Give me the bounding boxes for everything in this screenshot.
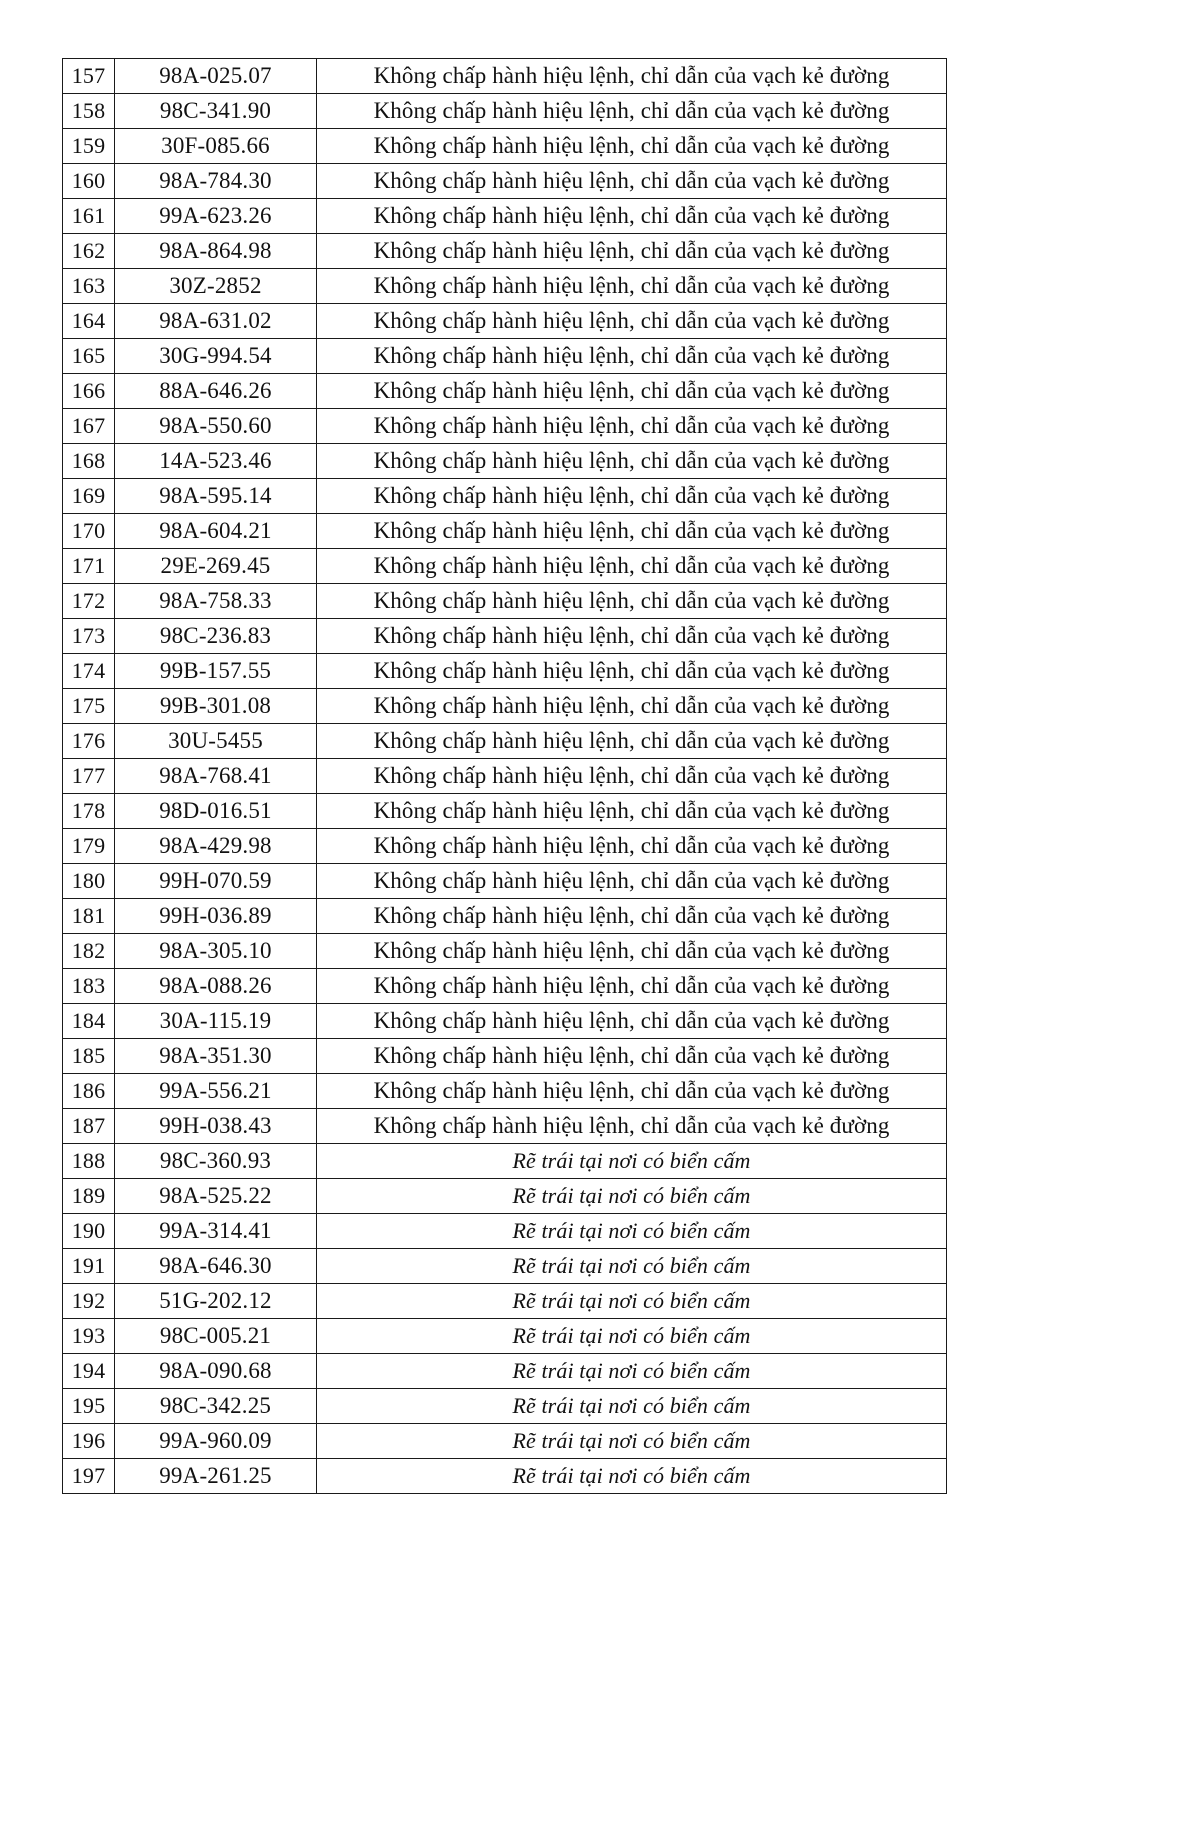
violation-description-cell: Không chấp hành hiệu lệnh, chỉ dẫn của vạch kẻ đường xyxy=(317,759,947,794)
table-row xyxy=(63,689,947,724)
table-row xyxy=(63,864,947,899)
violation-description-cell: Không chấp hành hiệu lệnh, chỉ dẫn của vạch kẻ đường xyxy=(317,654,947,689)
row-number-cell: 185 xyxy=(63,1039,115,1074)
table-row xyxy=(63,934,947,969)
row-number-cell: 195 xyxy=(63,1389,115,1424)
license-plate-cell: 98C-005.21 xyxy=(115,1319,317,1354)
row-number-cell: 173 xyxy=(63,619,115,654)
row-number-cell: 176 xyxy=(63,724,115,759)
violation-description-cell: Rẽ trái tại nơi có biển cấm xyxy=(317,1424,947,1459)
table-row xyxy=(63,199,947,234)
license-plate-cell: 88A-646.26 xyxy=(115,374,317,409)
table-row xyxy=(63,409,947,444)
row-number-cell: 161 xyxy=(63,199,115,234)
violation-description-cell: Không chấp hành hiệu lệnh, chỉ dẫn của vạch kẻ đường xyxy=(317,1074,947,1109)
violation-description-cell: Không chấp hành hiệu lệnh, chỉ dẫn của vạch kẻ đường xyxy=(317,549,947,584)
violation-description-cell: Không chấp hành hiệu lệnh, chỉ dẫn của vạch kẻ đường xyxy=(317,829,947,864)
table-row xyxy=(63,1144,947,1179)
violations-table-container xyxy=(62,58,946,1494)
row-number-cell: 180 xyxy=(63,864,115,899)
violation-description-cell: Rẽ trái tại nơi có biển cấm xyxy=(317,1459,947,1494)
table-row xyxy=(63,759,947,794)
table-row xyxy=(63,1074,947,1109)
violation-description-cell: Rẽ trái tại nơi có biển cấm xyxy=(317,1354,947,1389)
row-number-cell: 164 xyxy=(63,304,115,339)
table-row xyxy=(63,1039,947,1074)
row-number-cell: 179 xyxy=(63,829,115,864)
license-plate-cell: 98C-236.83 xyxy=(115,619,317,654)
row-number-cell: 166 xyxy=(63,374,115,409)
violation-description-cell: Rẽ trái tại nơi có biển cấm xyxy=(317,1284,947,1319)
table-row xyxy=(63,1319,947,1354)
license-plate-cell: 30U-5455 xyxy=(115,724,317,759)
violation-description-cell: Không chấp hành hiệu lệnh, chỉ dẫn của vạch kẻ đường xyxy=(317,794,947,829)
violation-description-cell: Không chấp hành hiệu lệnh, chỉ dẫn của vạch kẻ đường xyxy=(317,969,947,1004)
license-plate-cell: 98C-341.90 xyxy=(115,94,317,129)
violations-table-body xyxy=(63,59,947,1494)
table-row xyxy=(63,1284,947,1319)
table-row xyxy=(63,304,947,339)
row-number-cell: 175 xyxy=(63,689,115,724)
row-number-cell: 189 xyxy=(63,1179,115,1214)
license-plate-cell: 99H-070.59 xyxy=(115,864,317,899)
row-number-cell: 196 xyxy=(63,1424,115,1459)
violation-description-cell: Không chấp hành hiệu lệnh, chỉ dẫn của vạch kẻ đường xyxy=(317,129,947,164)
row-number-cell: 165 xyxy=(63,339,115,374)
violation-description-cell: Không chấp hành hiệu lệnh, chỉ dẫn của vạch kẻ đường xyxy=(317,1039,947,1074)
license-plate-cell: 99H-036.89 xyxy=(115,899,317,934)
license-plate-cell: 98A-550.60 xyxy=(115,409,317,444)
row-number-cell: 193 xyxy=(63,1319,115,1354)
violation-description-cell: Không chấp hành hiệu lệnh, chỉ dẫn của vạch kẻ đường xyxy=(317,1109,947,1144)
table-row xyxy=(63,969,947,1004)
row-number-cell: 157 xyxy=(63,59,115,94)
violation-description-cell: Rẽ trái tại nơi có biển cấm xyxy=(317,1319,947,1354)
row-number-cell: 191 xyxy=(63,1249,115,1284)
license-plate-cell: 30Z-2852 xyxy=(115,269,317,304)
table-row xyxy=(63,584,947,619)
license-plate-cell: 98A-864.98 xyxy=(115,234,317,269)
license-plate-cell: 30G-994.54 xyxy=(115,339,317,374)
violation-description-cell: Không chấp hành hiệu lệnh, chỉ dẫn của vạch kẻ đường xyxy=(317,59,947,94)
table-row xyxy=(63,514,947,549)
violation-description-cell: Không chấp hành hiệu lệnh, chỉ dẫn của vạch kẻ đường xyxy=(317,934,947,969)
row-number-cell: 192 xyxy=(63,1284,115,1319)
row-number-cell: 177 xyxy=(63,759,115,794)
row-number-cell: 190 xyxy=(63,1214,115,1249)
license-plate-cell: 99B-301.08 xyxy=(115,689,317,724)
row-number-cell: 178 xyxy=(63,794,115,829)
license-plate-cell: 98A-631.02 xyxy=(115,304,317,339)
table-row xyxy=(63,1004,947,1039)
license-plate-cell: 30F-085.66 xyxy=(115,129,317,164)
table-row xyxy=(63,339,947,374)
row-number-cell: 159 xyxy=(63,129,115,164)
row-number-cell: 184 xyxy=(63,1004,115,1039)
violation-description-cell: Không chấp hành hiệu lệnh, chỉ dẫn của vạch kẻ đường xyxy=(317,479,947,514)
license-plate-cell: 98A-025.07 xyxy=(115,59,317,94)
violation-description-cell: Không chấp hành hiệu lệnh, chỉ dẫn của vạch kẻ đường xyxy=(317,689,947,724)
violation-description-cell: Không chấp hành hiệu lệnh, chỉ dẫn của vạch kẻ đường xyxy=(317,269,947,304)
license-plate-cell: 98C-360.93 xyxy=(115,1144,317,1179)
table-row xyxy=(63,794,947,829)
license-plate-cell: 98A-429.98 xyxy=(115,829,317,864)
violations-table xyxy=(62,58,947,1494)
license-plate-cell: 98C-342.25 xyxy=(115,1389,317,1424)
license-plate-cell: 99A-960.09 xyxy=(115,1424,317,1459)
row-number-cell: 171 xyxy=(63,549,115,584)
violation-description-cell: Không chấp hành hiệu lệnh, chỉ dẫn của vạch kẻ đường xyxy=(317,339,947,374)
row-number-cell: 168 xyxy=(63,444,115,479)
license-plate-cell: 98A-351.30 xyxy=(115,1039,317,1074)
table-row xyxy=(63,59,947,94)
violation-description-cell: Không chấp hành hiệu lệnh, chỉ dẫn của vạch kẻ đường xyxy=(317,304,947,339)
row-number-cell: 162 xyxy=(63,234,115,269)
row-number-cell: 163 xyxy=(63,269,115,304)
license-plate-cell: 98D-016.51 xyxy=(115,794,317,829)
row-number-cell: 170 xyxy=(63,514,115,549)
violation-description-cell: Rẽ trái tại nơi có biển cấm xyxy=(317,1179,947,1214)
table-row xyxy=(63,549,947,584)
table-row xyxy=(63,269,947,304)
violation-description-cell: Không chấp hành hiệu lệnh, chỉ dẫn của vạch kẻ đường xyxy=(317,164,947,199)
violation-description-cell: Rẽ trái tại nơi có biển cấm xyxy=(317,1249,947,1284)
table-row xyxy=(63,164,947,199)
row-number-cell: 186 xyxy=(63,1074,115,1109)
violation-description-cell: Rẽ trái tại nơi có biển cấm xyxy=(317,1214,947,1249)
table-row xyxy=(63,374,947,409)
license-plate-cell: 99H-038.43 xyxy=(115,1109,317,1144)
table-row xyxy=(63,1179,947,1214)
violation-description-cell: Không chấp hành hiệu lệnh, chỉ dẫn của vạch kẻ đường xyxy=(317,374,947,409)
table-row xyxy=(63,479,947,514)
row-number-cell: 172 xyxy=(63,584,115,619)
row-number-cell: 194 xyxy=(63,1354,115,1389)
violation-description-cell: Không chấp hành hiệu lệnh, chỉ dẫn của vạch kẻ đường xyxy=(317,899,947,934)
table-row xyxy=(63,654,947,689)
license-plate-cell: 98A-784.30 xyxy=(115,164,317,199)
table-row xyxy=(63,619,947,654)
violation-description-cell: Không chấp hành hiệu lệnh, chỉ dẫn của vạch kẻ đường xyxy=(317,234,947,269)
violation-description-cell: Không chấp hành hiệu lệnh, chỉ dẫn của vạch kẻ đường xyxy=(317,1004,947,1039)
row-number-cell: 183 xyxy=(63,969,115,1004)
table-row xyxy=(63,1214,947,1249)
license-plate-cell: 98A-768.41 xyxy=(115,759,317,794)
table-row xyxy=(63,234,947,269)
violation-description-cell: Không chấp hành hiệu lệnh, chỉ dẫn của vạch kẻ đường xyxy=(317,199,947,234)
license-plate-cell: 29E-269.45 xyxy=(115,549,317,584)
violation-description-cell: Không chấp hành hiệu lệnh, chỉ dẫn của vạch kẻ đường xyxy=(317,619,947,654)
row-number-cell: 169 xyxy=(63,479,115,514)
license-plate-cell: 99A-261.25 xyxy=(115,1459,317,1494)
license-plate-cell: 98A-758.33 xyxy=(115,584,317,619)
row-number-cell: 167 xyxy=(63,409,115,444)
table-row xyxy=(63,724,947,759)
license-plate-cell: 99A-623.26 xyxy=(115,199,317,234)
license-plate-cell: 98A-525.22 xyxy=(115,1179,317,1214)
row-number-cell: 160 xyxy=(63,164,115,199)
table-row xyxy=(63,94,947,129)
table-row xyxy=(63,1109,947,1144)
violation-description-cell: Không chấp hành hiệu lệnh, chỉ dẫn của vạch kẻ đường xyxy=(317,864,947,899)
row-number-cell: 182 xyxy=(63,934,115,969)
row-number-cell: 187 xyxy=(63,1109,115,1144)
license-plate-cell: 98A-646.30 xyxy=(115,1249,317,1284)
license-plate-cell: 30A-115.19 xyxy=(115,1004,317,1039)
table-row xyxy=(63,829,947,864)
license-plate-cell: 51G-202.12 xyxy=(115,1284,317,1319)
violation-description-cell: Không chấp hành hiệu lệnh, chỉ dẫn của vạch kẻ đường xyxy=(317,444,947,479)
table-row xyxy=(63,899,947,934)
row-number-cell: 188 xyxy=(63,1144,115,1179)
table-row xyxy=(63,1389,947,1424)
violation-description-cell: Không chấp hành hiệu lệnh, chỉ dẫn của vạch kẻ đường xyxy=(317,724,947,759)
table-row xyxy=(63,1354,947,1389)
license-plate-cell: 99B-157.55 xyxy=(115,654,317,689)
license-plate-cell: 99A-314.41 xyxy=(115,1214,317,1249)
violation-description-cell: Rẽ trái tại nơi có biển cấm xyxy=(317,1144,947,1179)
violation-description-cell: Không chấp hành hiệu lệnh, chỉ dẫn của vạch kẻ đường xyxy=(317,584,947,619)
license-plate-cell: 98A-088.26 xyxy=(115,969,317,1004)
violation-description-cell: Không chấp hành hiệu lệnh, chỉ dẫn của vạch kẻ đường xyxy=(317,94,947,129)
violation-description-cell: Rẽ trái tại nơi có biển cấm xyxy=(317,1389,947,1424)
table-row xyxy=(63,444,947,479)
table-row xyxy=(63,1249,947,1284)
violation-description-cell: Không chấp hành hiệu lệnh, chỉ dẫn của vạch kẻ đường xyxy=(317,514,947,549)
license-plate-cell: 98A-305.10 xyxy=(115,934,317,969)
row-number-cell: 174 xyxy=(63,654,115,689)
license-plate-cell: 99A-556.21 xyxy=(115,1074,317,1109)
table-row xyxy=(63,1459,947,1494)
row-number-cell: 158 xyxy=(63,94,115,129)
license-plate-cell: 98A-595.14 xyxy=(115,479,317,514)
license-plate-cell: 98A-090.68 xyxy=(115,1354,317,1389)
table-row xyxy=(63,129,947,164)
table-row xyxy=(63,1424,947,1459)
license-plate-cell: 14A-523.46 xyxy=(115,444,317,479)
license-plate-cell: 98A-604.21 xyxy=(115,514,317,549)
row-number-cell: 197 xyxy=(63,1459,115,1494)
row-number-cell: 181 xyxy=(63,899,115,934)
violation-description-cell: Không chấp hành hiệu lệnh, chỉ dẫn của vạch kẻ đường xyxy=(317,409,947,444)
